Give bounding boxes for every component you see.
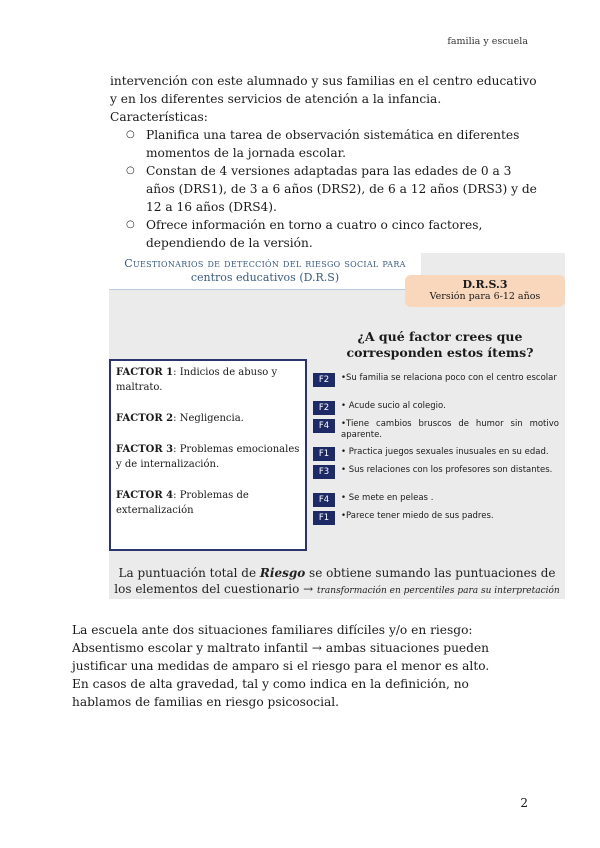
factor-badge: F2	[313, 373, 335, 387]
factor-entry	[116, 488, 300, 518]
factor-label: FACTOR 4	[116, 490, 174, 501]
factor-label: FACTOR 2	[116, 413, 174, 424]
factor-label: FACTOR 3	[116, 444, 174, 455]
running-header: familia y escuela	[447, 36, 528, 47]
item-row	[313, 447, 559, 461]
drs-version: Versión para 6-12 años	[429, 291, 541, 302]
item-text: •Tiene cambios bruscos de humor sin motivo aparente.	[341, 419, 559, 440]
factor-desc: : Problemas de externalización	[116, 490, 249, 516]
figure-footer	[109, 565, 565, 599]
factor-badge: F4	[313, 493, 335, 507]
body-paragraph: Absentismo escolar y maltrato infantil → ambas situaciones pueden justificar una medidas de amparo si el riesgo para el menor es alto.	[72, 641, 490, 673]
item-text: • Sus relaciones con los profesores son distantes.	[341, 465, 553, 475]
item-text: • Se mete en peleas .	[341, 493, 434, 503]
factor-badge: F3	[313, 465, 335, 479]
item-text: • Practica juegos sexuales inusuales en su edad.	[341, 447, 549, 457]
factor-desc: : Indicios de abuso y maltrato.	[116, 367, 278, 393]
figure-title	[109, 253, 421, 290]
factor-desc: : Negligencia.	[173, 413, 244, 424]
items-list	[313, 373, 559, 525]
footer-text: La puntuación total de	[118, 566, 260, 580]
figure-title-line1: Cuestionarios de detección del riesgo social para	[124, 257, 406, 270]
factor-entry	[116, 365, 300, 395]
factors-box	[109, 359, 307, 551]
characteristic-item: ○ Ofrece información en torno a cuatro o cinco factores, dependiendo de la versión.	[110, 216, 540, 252]
factor-badge: F1	[313, 511, 335, 525]
factor-badge: F4	[313, 419, 335, 433]
factor-entry	[116, 442, 300, 472]
factor-desc: : Problemas emocionales y de internalización.	[116, 444, 300, 470]
item-row	[313, 465, 559, 489]
footer-italic: transformación en percentiles para su interpretación	[316, 586, 560, 596]
footer-text: se obtiene sumando las puntuaciones de los elementos del cuestionario →	[114, 566, 556, 596]
item-row	[313, 373, 559, 397]
characteristic-item: ○ Planifica una tarea de observación sistemática en diferentes momentos de la jornada escolar.	[110, 126, 540, 162]
factor-entry	[116, 411, 300, 426]
figure-question: ¿A qué factor crees que corresponden estos ítems?	[346, 329, 534, 360]
characteristics-list	[110, 126, 540, 252]
drs-version-box	[405, 275, 565, 307]
item-row	[313, 511, 559, 525]
item-text: • Acude sucio al colegio.	[341, 401, 446, 411]
characteristics-label: Características:	[110, 110, 208, 124]
factor-badge: F1	[313, 447, 335, 461]
figure-title-line2: centros educativos (D.R.S)	[190, 271, 340, 284]
characteristic-item: ○ Constan de 4 versiones adaptadas para las edades de 0 a 3 años (DRS1), de 3 a 6 años (DRS2), de 6 a 12 años (DRS3) y de 12 a 16 años (DRS4).	[110, 162, 540, 216]
item-text: •Su familia se relaciona poco con el centro escolar	[341, 373, 557, 383]
drs-code: D.R.S.3	[462, 278, 508, 291]
item-text: •Parece tener miedo de sus padres.	[341, 511, 494, 521]
page-number: 2	[520, 796, 528, 810]
factor-label: FACTOR 1	[116, 367, 174, 378]
body-paragraph: En casos de alta gravedad, tal y como indica en la definición, no hablamos de familias en riesgo psicosocial.	[72, 677, 469, 709]
drs-figure	[109, 253, 565, 599]
item-row	[313, 401, 559, 415]
intro-line: intervención con este alumnado y sus familias en el centro educativo y en los diferentes servicios de atención a la infancia.	[110, 74, 537, 106]
body-block	[72, 621, 528, 711]
body-paragraph: La escuela ante dos situaciones familiares difíciles y/o en riesgo:	[72, 623, 473, 637]
item-row	[313, 419, 559, 443]
footer-bold: Riesgo	[259, 566, 306, 580]
factor-badge: F2	[313, 401, 335, 415]
intro-block	[110, 72, 540, 252]
item-row	[313, 493, 559, 507]
